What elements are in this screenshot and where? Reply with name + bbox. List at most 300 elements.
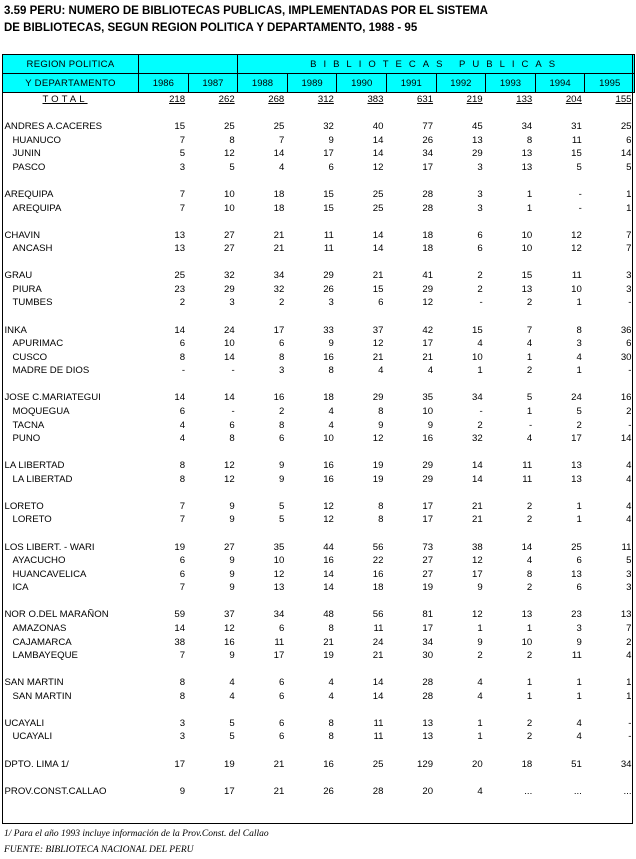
value-cell: 3 (477, 161, 483, 173)
row-label: PROV.CONST.CALLAO (4, 785, 107, 797)
spacer-cell (3, 107, 635, 121)
spacer-cell (3, 446, 635, 460)
value-cell: 12 (323, 500, 334, 512)
value-cell: 7 (526, 324, 533, 336)
value-cell: 4 (626, 473, 632, 485)
row-label: LA LIBERTAD (12, 473, 73, 485)
value-cell: 7 (179, 202, 186, 214)
value-cell: 16 (422, 433, 434, 445)
value-cell: 25 (571, 541, 582, 553)
value-cell: 17 (471, 568, 483, 580)
value-cell: 7 (179, 650, 186, 662)
value-cell: 3 (179, 717, 186, 729)
value-cell: 2 (626, 405, 632, 417)
value-cell: 7 (278, 134, 285, 146)
department-row (3, 649, 635, 663)
value-cell: 14 (471, 460, 483, 472)
value-cell: 12 (224, 148, 235, 160)
value-cell: 2 (477, 283, 483, 295)
region-row (3, 324, 635, 338)
value-cell: - (628, 297, 632, 309)
value-cell: 5 (278, 514, 285, 526)
value-cell: 8 (278, 351, 285, 363)
row-label: HUANUCO (12, 134, 62, 146)
value-cell: 12 (323, 514, 334, 526)
value-cell: 19 (422, 582, 434, 594)
spacer-row (3, 703, 635, 717)
value-cell: 15 (174, 121, 186, 133)
value-cell: 1 (526, 690, 533, 702)
value-cell: 21 (273, 758, 285, 770)
value-cell: 2 (526, 500, 533, 512)
value-cell: 37 (224, 609, 235, 621)
value-cell: 14 (620, 148, 632, 160)
region-row (3, 120, 635, 134)
value-cell: 6 (179, 555, 186, 567)
value-cell: 20 (422, 785, 434, 797)
value-cell: 14 (372, 243, 384, 255)
value-cell: 3 (576, 622, 582, 634)
value-cell: 14 (174, 324, 186, 336)
value-cell: 11 (571, 134, 582, 146)
row-label: DPTO. LIMA 1/ (4, 758, 69, 770)
header-year: 1988 (238, 74, 288, 93)
value-cell: 8 (229, 433, 235, 445)
department-row (3, 161, 635, 175)
value-cell: 5 (179, 148, 186, 160)
header-bibliotecas: BIBLIOTECAS PUBLICAS (238, 55, 635, 74)
department-row (3, 690, 635, 704)
value-cell: 37 (372, 324, 384, 336)
value-cell: 28 (422, 677, 434, 689)
value-cell: 10 (224, 188, 235, 200)
value-cell: 2 (477, 270, 483, 282)
value-cell: 13 (571, 473, 582, 485)
value-cell: 11 (373, 717, 384, 729)
department-row (3, 622, 635, 636)
value-cell: 1 (576, 514, 582, 526)
value-cell: 3 (477, 202, 483, 214)
spacer-cell (3, 174, 635, 188)
value-cell: 21 (372, 650, 384, 662)
value-cell: 19 (174, 541, 186, 553)
value-cell: 8 (179, 473, 186, 485)
value-cell: 16 (273, 392, 285, 404)
value-cell: 25 (372, 188, 384, 200)
value-cell: 21 (372, 270, 384, 282)
value-cell: 36 (620, 324, 632, 336)
value-cell: 17 (571, 433, 582, 445)
value-cell: 1 (526, 622, 533, 634)
row-label: MADRE DE DIOS (12, 365, 90, 377)
value-cell: 6 (477, 229, 483, 241)
value-cell: 23 (174, 283, 186, 295)
header-year: 1990 (337, 74, 387, 93)
row-label: UCAYALI (4, 717, 45, 729)
table-body (3, 93, 635, 799)
value-cell: - (628, 717, 632, 729)
department-row (3, 581, 635, 595)
value-cell: 9 (477, 582, 483, 594)
value-cell: 27 (224, 541, 235, 553)
value-cell: 10 (422, 405, 434, 417)
title-line-1: 3.59 PERU: NUMERO DE BIBLIOTECAS PUBLICAS, IMPLEMENTADAS POR EL SISTEMA (4, 5, 488, 17)
value-cell: 4 (576, 351, 582, 363)
value-cell: 8 (576, 324, 582, 336)
value-cell: 3 (626, 283, 632, 295)
value-cell: 32 (323, 121, 334, 133)
value-cell: 14 (372, 690, 384, 702)
value-cell: 8 (526, 134, 533, 146)
header-region-line1: REGION POLITICA (3, 55, 139, 74)
value-cell: 21 (273, 243, 285, 255)
value-cell: 7 (626, 229, 632, 241)
value-cell: 1 (626, 690, 632, 702)
value-cell: 6 (626, 134, 632, 146)
value-cell: 32 (471, 433, 483, 445)
spacer-row (3, 310, 635, 324)
value-cell: 9 (278, 460, 285, 472)
value-cell: 13 (174, 229, 186, 241)
region-row (3, 785, 635, 799)
value-cell: 10 (521, 243, 533, 255)
value-cell: 3 (179, 161, 186, 173)
value-cell: 51 (571, 758, 582, 770)
value-cell: 6 (576, 555, 582, 567)
value-cell: 5 (626, 161, 632, 173)
spacer-row (3, 174, 635, 188)
header-year: 1993 (486, 74, 536, 93)
value-cell: 17 (224, 785, 235, 797)
value-cell: 28 (422, 188, 434, 200)
value-cell: 26 (323, 785, 334, 797)
value-cell: ... (623, 785, 632, 797)
value-cell: 4 (278, 161, 285, 173)
value-cell: 21 (422, 351, 434, 363)
department-row (3, 636, 635, 650)
value-cell: 2 (526, 365, 533, 377)
value-cell: 25 (372, 758, 384, 770)
row-label: MOQUEGUA (12, 405, 70, 417)
value-cell: 16 (323, 460, 334, 472)
value-cell: 12 (372, 433, 384, 445)
value-cell: 1 (477, 731, 483, 743)
value-cell: 14 (620, 433, 632, 445)
value-cell: 12 (471, 555, 483, 567)
value-cell: 4 (328, 419, 334, 431)
value-cell: 1 (576, 677, 582, 689)
value-cell: 4 (576, 731, 582, 743)
spacer-row (3, 771, 635, 785)
value-cell: 19 (323, 650, 334, 662)
value-cell: 312 (317, 94, 334, 105)
value-cell: 13 (174, 243, 186, 255)
value-cell: ... (573, 785, 582, 797)
value-cell: 4 (378, 365, 384, 377)
value-cell: 29 (224, 283, 235, 295)
value-cell: 14 (224, 392, 235, 404)
value-cell: 28 (422, 202, 434, 214)
value-cell: 24 (571, 392, 582, 404)
spacer-cell (3, 663, 635, 677)
value-cell: 9 (576, 636, 582, 648)
department-row (3, 568, 635, 582)
value-cell: 155 (615, 94, 632, 105)
value-cell: 12 (224, 622, 235, 634)
value-cell: 13 (521, 161, 533, 173)
value-cell: 11 (323, 243, 334, 255)
value-cell: 6 (179, 338, 186, 350)
value-cell: 11 (571, 650, 582, 662)
spacer-row (3, 256, 635, 270)
department-row (3, 296, 635, 310)
value-cell: 56 (372, 609, 384, 621)
value-cell: 8 (179, 460, 186, 472)
header-year: 1986 (139, 74, 189, 93)
value-cell: 7 (179, 188, 186, 200)
value-cell: - (231, 405, 235, 417)
value-cell: - (181, 365, 186, 377)
value-cell: 24 (224, 324, 235, 336)
value-cell: 2 (526, 650, 533, 662)
value-cell: 8 (378, 405, 384, 417)
row-label: AMAZONAS (12, 622, 67, 634)
value-cell: 16 (620, 392, 632, 404)
value-cell: 10 (521, 229, 533, 241)
value-cell: 1 (576, 297, 582, 309)
value-cell: 4 (626, 500, 632, 512)
value-cell: - (578, 202, 582, 214)
value-cell: - (628, 731, 632, 743)
value-cell: 34 (422, 148, 434, 160)
value-cell: 31 (571, 121, 582, 133)
value-cell: 2 (278, 405, 285, 417)
value-cell: 2 (477, 650, 483, 662)
value-cell: 4 (526, 338, 533, 350)
value-cell: 19 (372, 473, 384, 485)
value-cell: 1 (526, 351, 533, 363)
value-cell: 3 (328, 297, 334, 309)
value-cell: 3 (278, 365, 285, 377)
value-cell: 9 (229, 514, 235, 526)
value-cell: 9 (427, 419, 434, 431)
row-label: TACNA (12, 419, 45, 431)
value-cell: 10 (571, 283, 582, 295)
spacer-cell (3, 256, 635, 270)
value-cell: - (231, 365, 235, 377)
value-cell: 1 (526, 405, 533, 417)
value-cell: 11 (274, 636, 285, 648)
value-cell: 2 (526, 582, 533, 594)
value-cell: 15 (323, 202, 334, 214)
header-year: 1987 (188, 74, 238, 93)
value-cell: 32 (273, 283, 285, 295)
value-cell: 25 (620, 121, 632, 133)
value-cell: 2 (179, 297, 186, 309)
header-year: 1991 (386, 74, 436, 93)
value-cell: 27 (224, 243, 235, 255)
value-cell: 11 (522, 473, 533, 485)
value-cell: 262 (218, 94, 235, 105)
row-label: PIURA (12, 283, 42, 295)
value-cell: 25 (174, 270, 186, 282)
region-row (3, 188, 635, 202)
value-cell: 10 (273, 555, 285, 567)
value-cell: 13 (521, 283, 533, 295)
value-cell: 34 (620, 758, 632, 770)
department-row (3, 364, 635, 378)
value-cell: 4 (526, 433, 533, 445)
value-cell: 1 (576, 690, 582, 702)
department-row (3, 147, 635, 161)
value-cell: 17 (422, 338, 434, 350)
value-cell: 27 (422, 568, 434, 580)
value-cell: 35 (422, 392, 434, 404)
value-cell: 38 (174, 636, 186, 648)
value-cell: 383 (367, 94, 384, 105)
row-label: TOTAL (42, 94, 88, 105)
region-row (3, 608, 635, 622)
table-title (4, 3, 488, 37)
value-cell: 26 (422, 134, 434, 146)
value-cell: 15 (571, 148, 582, 160)
value-cell: 6 (278, 622, 285, 634)
value-cell: 15 (521, 270, 533, 282)
row-label: SAN MARTIN (12, 690, 72, 702)
value-cell: 13 (422, 717, 434, 729)
value-cell: 13 (273, 582, 285, 594)
value-cell: 1 (526, 202, 533, 214)
value-cell: 1 (477, 717, 483, 729)
total-row (3, 93, 635, 107)
value-cell: 34 (471, 392, 483, 404)
spacer-cell (3, 486, 635, 500)
value-cell: 56 (372, 541, 384, 553)
department-row (3, 554, 635, 568)
value-cell: 24 (372, 636, 384, 648)
row-label: UCAYALI (12, 731, 53, 743)
row-label: TUMBES (12, 297, 53, 309)
row-label: GRAU (4, 270, 33, 282)
value-cell: 11 (571, 270, 582, 282)
value-cell: 2 (526, 717, 533, 729)
value-cell: 21 (273, 785, 285, 797)
value-cell: 1 (626, 677, 632, 689)
row-label: NOR O.DEL MARAÑON (4, 609, 109, 621)
value-cell: 631 (417, 94, 434, 105)
value-cell: 34 (521, 121, 533, 133)
value-cell: 1 (477, 622, 483, 634)
value-cell: 3 (229, 297, 235, 309)
spacer-row (3, 595, 635, 609)
value-cell: 22 (372, 555, 384, 567)
row-label: CUSCO (12, 351, 48, 363)
value-cell: 14 (372, 134, 384, 146)
value-cell: 17 (174, 758, 186, 770)
value-cell: 17 (273, 650, 285, 662)
value-cell: 4 (328, 405, 334, 417)
value-cell: 27 (422, 555, 434, 567)
value-cell: 34 (422, 636, 434, 648)
department-row (3, 202, 635, 216)
value-cell: 2 (526, 514, 533, 526)
value-cell: 18 (521, 758, 533, 770)
value-cell: 10 (224, 338, 235, 350)
value-cell: 12 (273, 568, 285, 580)
value-cell: 7 (626, 622, 632, 634)
value-cell: 3 (477, 188, 483, 200)
spacer-row (3, 527, 635, 541)
row-label: INKA (4, 324, 27, 336)
value-cell: 204 (565, 94, 582, 105)
row-label: LA LIBERTAD (4, 460, 65, 472)
value-cell: 11 (373, 622, 384, 634)
value-cell: 13 (521, 148, 533, 160)
spacer-row (3, 744, 635, 758)
value-cell: 9 (328, 338, 334, 350)
value-cell: 28 (372, 785, 384, 797)
value-cell: 4 (229, 690, 235, 702)
value-cell: 25 (273, 121, 285, 133)
value-cell: - (529, 419, 533, 431)
value-cell: 9 (229, 650, 235, 662)
value-cell: 13 (471, 134, 483, 146)
value-cell: 4 (626, 514, 632, 526)
value-cell: 21 (471, 514, 483, 526)
value-cell: 23 (571, 609, 582, 621)
value-cell: 73 (422, 541, 434, 553)
department-row (3, 730, 635, 744)
value-cell: 14 (273, 148, 285, 160)
value-cell: 7 (179, 514, 186, 526)
value-cell: 8 (378, 500, 384, 512)
value-cell: 4 (229, 677, 235, 689)
value-cell: 10 (224, 202, 235, 214)
row-label: AREQUIPA (4, 188, 54, 200)
value-cell: 29 (422, 460, 434, 472)
value-cell: 48 (323, 609, 334, 621)
value-cell: 10 (471, 351, 483, 363)
value-cell: 6 (378, 297, 384, 309)
department-row (3, 337, 635, 351)
header-year: 1994 (535, 74, 585, 93)
value-cell: 17 (323, 148, 334, 160)
spacer-row (3, 486, 635, 500)
region-row (3, 541, 635, 555)
value-cell: 5 (278, 500, 285, 512)
spacer-row (3, 446, 635, 460)
value-cell: 27 (224, 229, 235, 241)
department-row (3, 351, 635, 365)
spacer-row (3, 107, 635, 121)
value-cell: 14 (323, 568, 334, 580)
row-label: CAJAMARCA (12, 636, 72, 648)
row-label: LORETO (12, 514, 52, 526)
value-cell: 18 (273, 188, 285, 200)
value-cell: 7 (626, 243, 632, 255)
value-cell: 8 (328, 365, 334, 377)
value-cell: 12 (224, 473, 235, 485)
value-cell: 6 (278, 731, 285, 743)
value-cell: 16 (323, 555, 334, 567)
value-cell: 5 (229, 717, 235, 729)
department-row (3, 283, 635, 297)
value-cell: 6 (626, 338, 632, 350)
value-cell: 9 (328, 134, 334, 146)
value-cell: - (628, 365, 632, 377)
header-year: 1992 (436, 74, 486, 93)
row-label: PUNO (12, 433, 41, 445)
